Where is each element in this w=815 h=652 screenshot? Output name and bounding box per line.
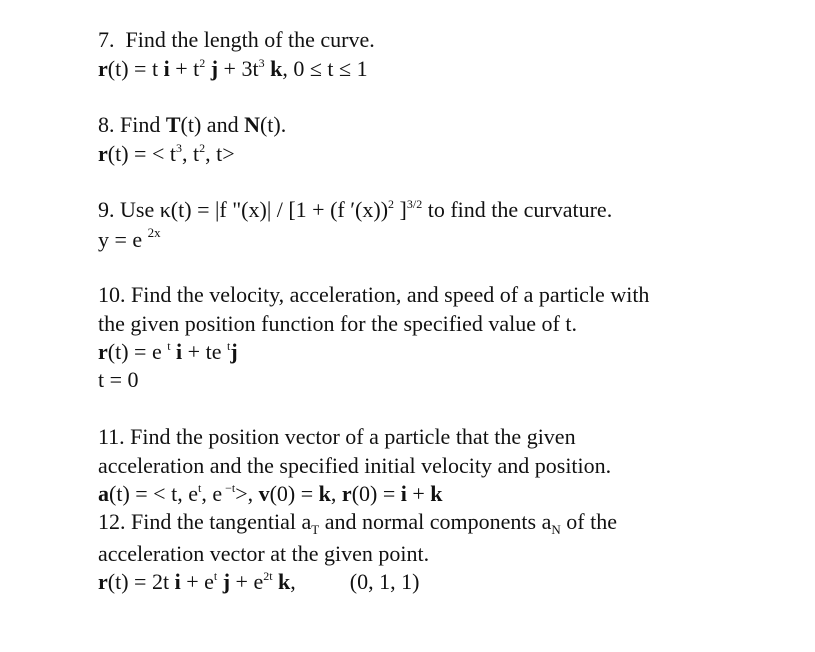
problem-10-t-value: t = 0	[98, 367, 139, 392]
eq-text: ]	[394, 197, 407, 222]
problem-8-equation	[98, 140, 235, 171]
vector-j: j	[230, 339, 238, 364]
exponent: t	[226, 339, 231, 353]
eq-text: , t	[181, 141, 200, 166]
vector-i: i	[163, 56, 170, 81]
exponent: 2	[388, 197, 395, 211]
eq-text: (t) = e	[107, 339, 168, 364]
eq-text: and normal components a	[319, 509, 552, 534]
eq-text: (t) = t	[107, 56, 164, 81]
problem-9-equation	[98, 226, 161, 257]
vector-r: r	[98, 339, 108, 364]
problem-11-line-2: acceleration and the specified initial velocity and position.	[98, 453, 612, 478]
vector-i: i	[400, 481, 407, 506]
eq-text: , e	[201, 481, 223, 506]
problem-10-line-1: 10. Find the velocity, acceleration, and speed of a particle with	[98, 282, 650, 307]
exponent: 3	[258, 56, 265, 70]
problem-12-equation	[98, 568, 419, 599]
eq-text: 9. Use κ(t) = |f "(x)| / [1 + (f ′(x))	[98, 197, 389, 222]
exponent: 3	[175, 141, 182, 155]
vector-k: k	[430, 481, 443, 506]
vector-N: N	[244, 112, 260, 137]
eq-text: 12. Find the tangential a	[98, 509, 312, 534]
problem-sheet	[98, 0, 798, 652]
vector-r: r	[341, 481, 352, 506]
eq-text: (t).	[259, 112, 287, 137]
problem-11-line-1: 11. Find the position vector of a particle that the given	[98, 424, 576, 449]
vector-v: v	[258, 481, 270, 506]
problem-10-equation	[98, 338, 238, 369]
exponent: 2x	[147, 225, 161, 240]
eq-text: to find the curvature.	[422, 197, 613, 222]
problem-7-number: 7.	[98, 27, 115, 52]
vector-r: r	[98, 141, 108, 166]
problem-7-text: Find the length of the curve.	[125, 27, 375, 52]
subscript: N	[551, 522, 561, 537]
eq-text: y = e	[98, 227, 148, 252]
exponent: t	[213, 569, 218, 583]
eq-range: , 0 ≤ t ≤ 1	[282, 56, 368, 81]
eq-text: + t	[169, 56, 200, 81]
eq-text: ,	[290, 569, 296, 594]
exponent: t	[167, 339, 171, 353]
exponent: 2t	[263, 569, 273, 583]
exponent: −t	[222, 481, 236, 495]
eq-text: (t) and	[180, 112, 245, 137]
exponent: t	[197, 481, 202, 495]
problem-12-line-1	[98, 508, 617, 539]
eq-text: + te	[182, 339, 227, 364]
eq-text: (t) = < t, e	[109, 481, 198, 506]
vector-j: j	[210, 56, 219, 81]
problem-8-prefix: 8. Find	[98, 112, 166, 137]
eq-text: (t) = 2t	[107, 569, 175, 594]
eq-text: ,	[330, 481, 342, 506]
problem-7-statement	[98, 26, 375, 54]
problem-10-line-2: the given position function for the specified value of t.	[98, 311, 577, 336]
given-point: (0, 1, 1)	[349, 569, 420, 594]
exponent: 3/2	[406, 197, 423, 211]
problem-9-statement	[98, 196, 612, 227]
eq-text: , t>	[205, 141, 235, 166]
eq-text: +	[406, 481, 431, 506]
exponent: 2	[199, 141, 206, 155]
eq-text: >,	[235, 481, 259, 506]
vector-j: j	[222, 569, 231, 594]
exponent: 2	[199, 56, 206, 70]
eq-text: (0) =	[351, 481, 401, 506]
vector-k: k	[278, 569, 291, 594]
vector-i: i	[176, 339, 183, 364]
eq-text: (t) = < t	[107, 141, 176, 166]
vector-r: r	[98, 56, 108, 81]
problem-12-line-2: acceleration vector at the given point.	[98, 541, 430, 566]
vector-k: k	[318, 481, 331, 506]
subscript: T	[311, 522, 320, 537]
problem-11-equation	[98, 480, 443, 511]
vector-k: k	[270, 56, 283, 81]
vector-T: T	[165, 112, 181, 137]
eq-text: + 3t	[218, 56, 259, 81]
eq-text: + e	[180, 569, 214, 594]
eq-text: (0) =	[269, 481, 319, 506]
problem-7-equation	[98, 55, 368, 86]
eq-text: of the	[560, 509, 617, 534]
vector-i: i	[174, 569, 181, 594]
problem-8-statement	[98, 111, 286, 139]
eq-text: + e	[230, 569, 264, 594]
vector-r: r	[98, 569, 108, 594]
vector-a: a	[98, 481, 109, 506]
